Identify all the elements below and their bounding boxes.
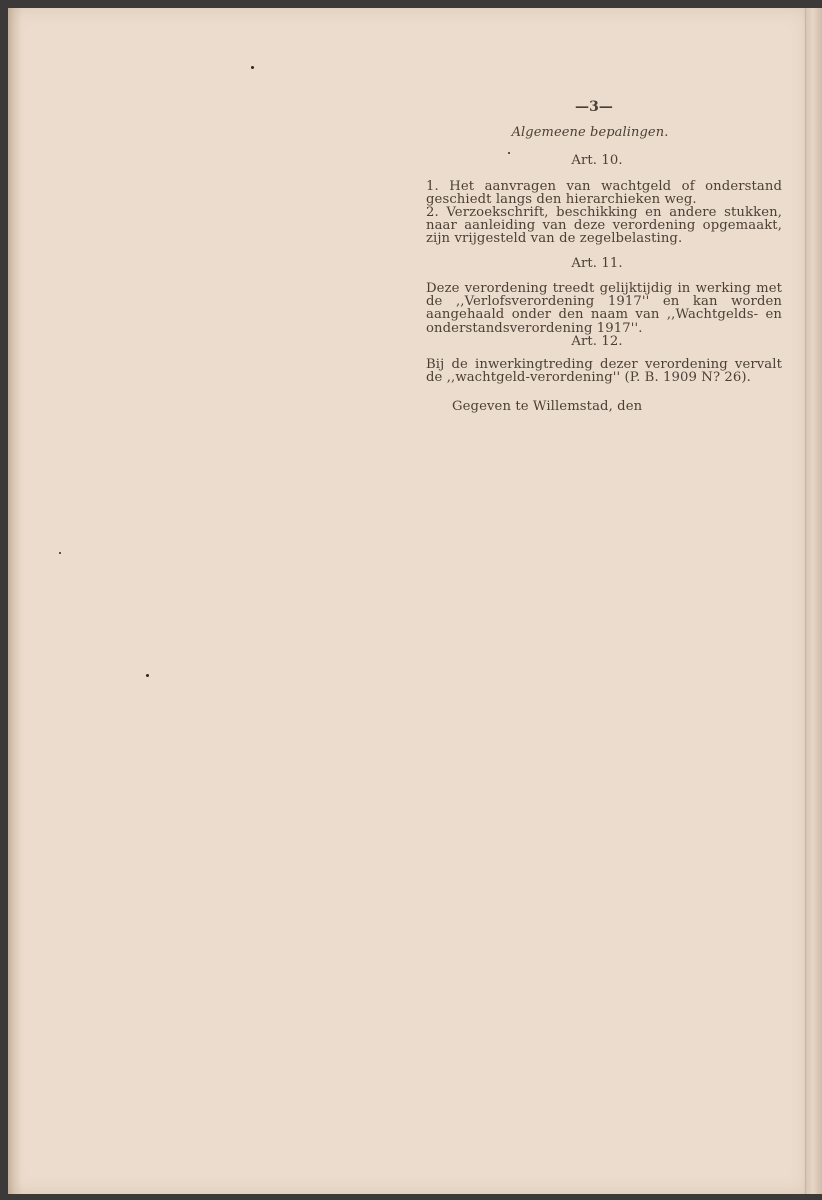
- paper-speck: [146, 674, 149, 677]
- page-edge: [805, 8, 822, 1194]
- article-10-heading: Art. 10.: [571, 153, 623, 168]
- article-10-paragraph-1-text: 1. Het aanvragen van wachtgeld of onderstand geschiedt langs den hierarchieken weg.: [426, 179, 782, 208]
- article-10-paragraph-1: [412, 180, 782, 206]
- article-12-paragraph-1-text: Bij de inwerkingtreding dezer verordening vervalt de ,,wachtgeld-verordening'' (P. B. 1909 N? 26).: [426, 357, 782, 386]
- article-12-paragraph-1: [412, 358, 782, 384]
- paper-speck: [251, 66, 254, 69]
- article-10-paragraph-2: [412, 206, 782, 246]
- page-fold-shadow: [8, 8, 22, 1194]
- paper-speck: [59, 552, 61, 554]
- article-12-heading: Art. 12.: [571, 334, 623, 349]
- article-11-heading: Art. 11.: [571, 256, 623, 271]
- paper-speck: [508, 152, 510, 154]
- section-title: Algemeene bepalingen.: [511, 125, 669, 140]
- article-11-paragraph-1: [412, 282, 782, 335]
- closing-line: Gegeven te Willemstad, den: [452, 399, 643, 414]
- article-10-paragraph-2-text: 2. Verzoekschrift, beschikking en andere stukken, naar aanleiding van deze verordening opgemaakt, zijn vrijgesteld van de zegelbelasting.: [426, 205, 782, 247]
- page-number: —3—: [574, 99, 614, 115]
- article-11-paragraph-1-text: Deze verordening treedt gelijktijdig in werking met de ,,Verlofsverordening 1917'' en kan worden aangehaald onder den naam van ,,Wachtgelds- en onderstandsverordening 1917''.: [426, 281, 782, 336]
